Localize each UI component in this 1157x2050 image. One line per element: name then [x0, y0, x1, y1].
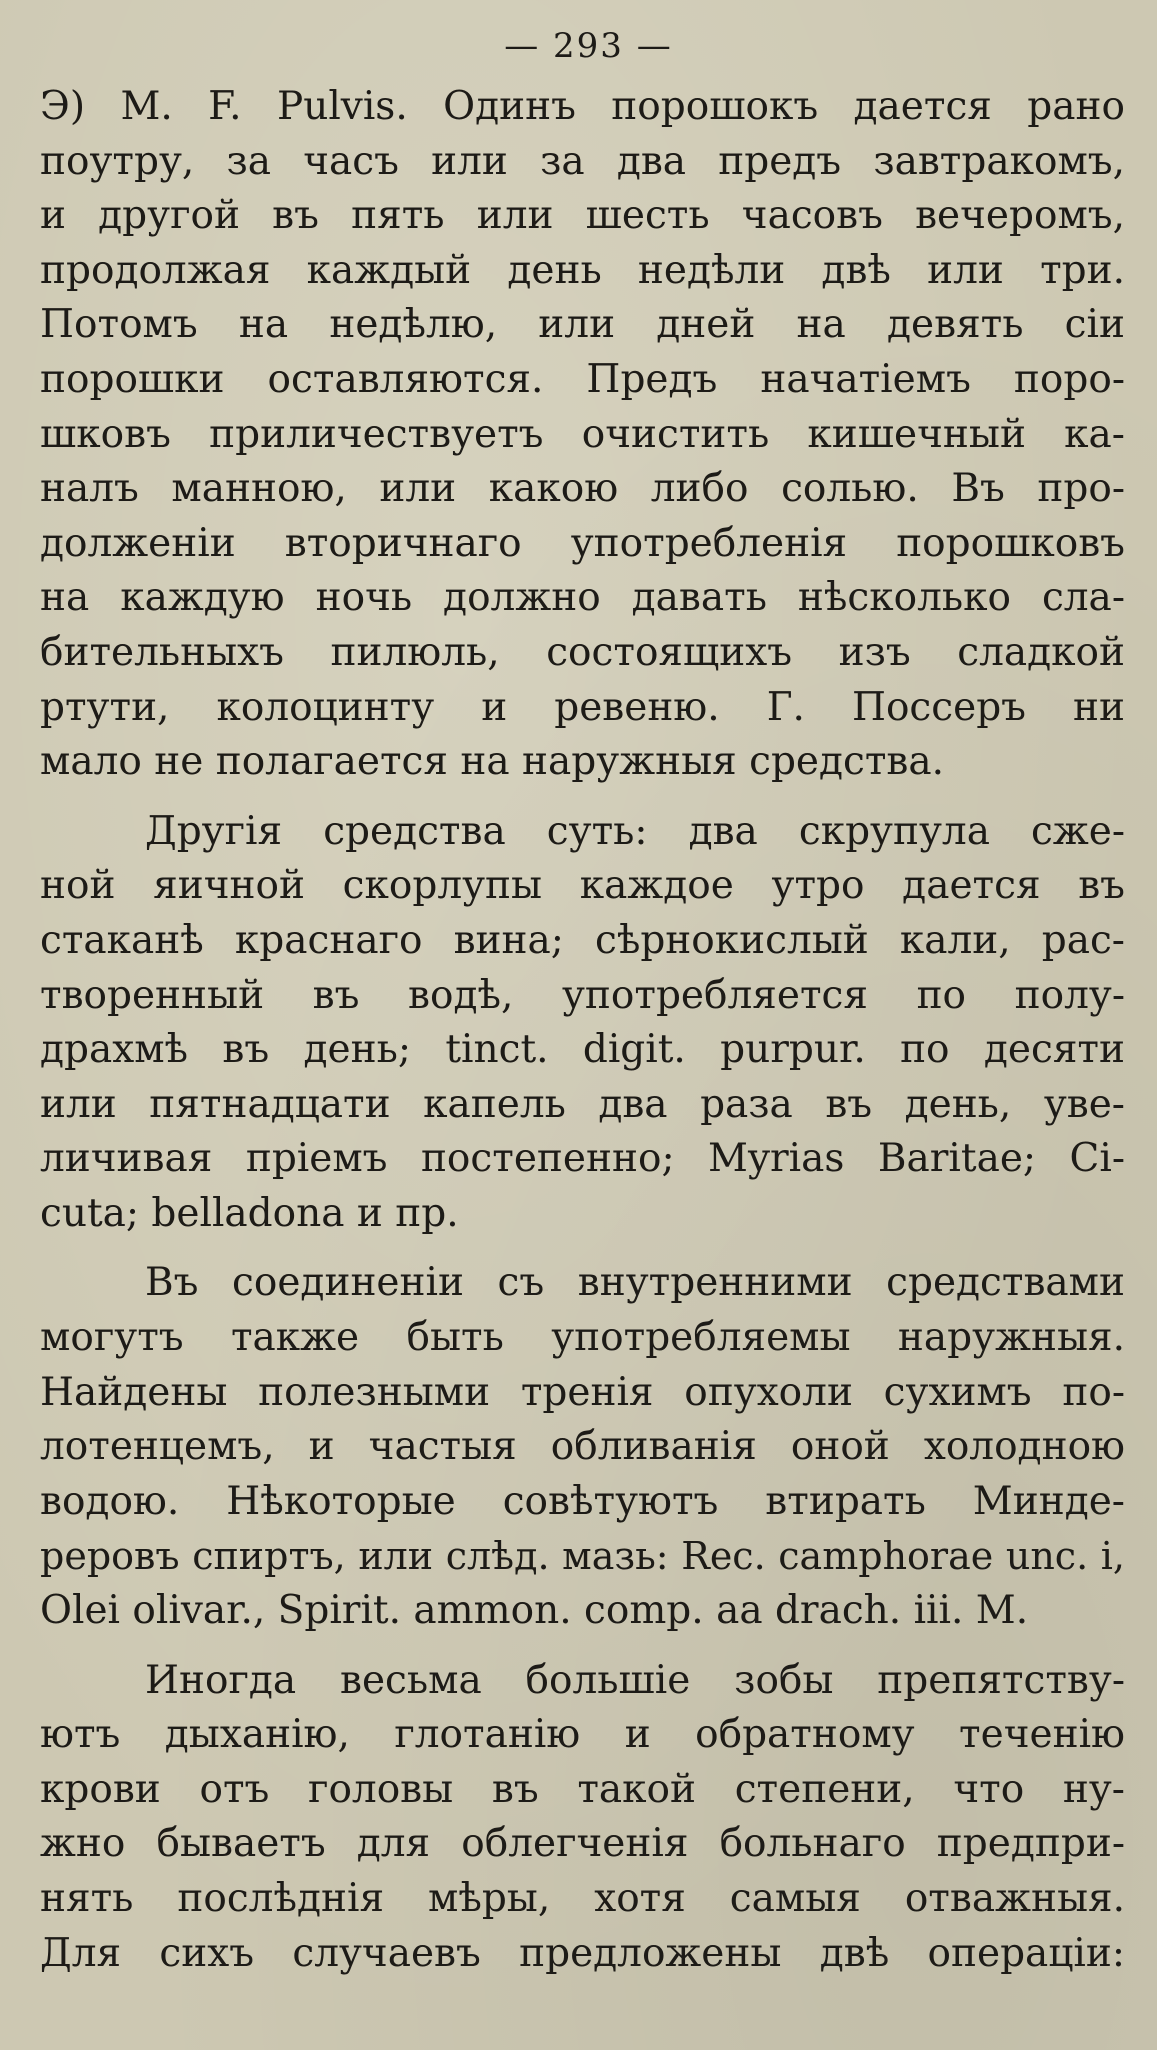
- text-line: или пятнадцати капель два раза въ день, уве-: [40, 1081, 1125, 1127]
- text-line: Иногда весьма большіе зобы препятству-: [145, 1657, 1125, 1703]
- text-line: могутъ также быть употребляемы наружныя.: [40, 1315, 1125, 1361]
- text-line: драхмѣ въ день; tinct. digit. purpur. по десяти: [40, 1027, 1125, 1073]
- text-line: долженіи вторичнаго употребленія порошковъ: [40, 520, 1125, 566]
- text-line: Для сихъ случаевъ предложены двѣ операціи:: [40, 1930, 1125, 1976]
- text-line: личивая пріемъ постепенно; Myrias Baritae; Ci-: [40, 1136, 1125, 1182]
- paragraph-1: [40, 80, 1125, 790]
- text-line: поутру, за часъ или за два предъ завтракомъ,: [40, 138, 1125, 184]
- text-line: жно бываетъ для облегченія больнаго предпри-: [40, 1821, 1125, 1867]
- paragraph-gap: [40, 790, 1125, 805]
- text-line: Потомъ на недѣлю, или дней на девять сіи: [40, 302, 1125, 348]
- text-line: реровъ спиртъ, или слѣд. мазь: Rec. camphorae unc. i,: [40, 1534, 1125, 1579]
- text-line: стаканѣ краснаго вина; сѣрнокислый кали, рас-: [40, 917, 1125, 963]
- text-line: Въ соединеніи съ внутренними средствами: [145, 1260, 1125, 1306]
- text-line: Другія средства суть: два скрупула сже-: [145, 808, 1125, 854]
- text-line: ртути, колоцинту и ревеню. Г. Поссеръ ни: [40, 684, 1125, 730]
- text-line: налъ манною, или какою либо солью. Въ про-: [40, 466, 1125, 512]
- paragraph-3: [40, 1256, 1125, 1638]
- paragraph-2: [40, 805, 1125, 1242]
- text-line: порошки оставляются. Предъ начатіемъ поро-: [40, 356, 1125, 402]
- text-body: [40, 80, 1125, 1981]
- text-line: нять послѣднія мѣры, хотя самыя отважныя.: [40, 1876, 1125, 1921]
- text-line: лотенцемъ, и частыя обливанія оной холодною: [40, 1424, 1125, 1470]
- text-line: на каждую ночь должно давать нѣсколько сла-: [40, 575, 1125, 621]
- page-number: — 293 —: [504, 26, 673, 66]
- text-line: и другой въ пять или шесть часовъ вечеромъ,: [40, 193, 1125, 239]
- text-line: шковъ приличествуетъ очистить кишечный ка-: [40, 411, 1125, 457]
- text-line: творенный въ водѣ, употребляется по полу-: [40, 972, 1125, 1018]
- text-line: крови отъ головы въ такой степени, что ну-: [40, 1766, 1125, 1812]
- paragraph-gap: [40, 1241, 1125, 1256]
- text-line: продолжая каждый день недѣли двѣ или три.: [40, 247, 1125, 293]
- paragraph-gap: [40, 1639, 1125, 1654]
- paragraph-4: [40, 1654, 1125, 1982]
- text-line: мало не полагается на наружныя средства.: [40, 739, 945, 785]
- text-line: бительныхъ пилюль, состоящихъ изъ сладкой: [40, 629, 1125, 675]
- text-line: Э) M. F. Pulvis. Одинъ порошокъ дается рано: [40, 84, 1125, 129]
- text-line: cuta; belladona и пр.: [40, 1190, 459, 1236]
- text-line: ной яичной скорлупы каждое утро дается въ: [40, 863, 1125, 909]
- text-line: ютъ дыханію, глотанію и обратному теченію: [40, 1712, 1125, 1758]
- text-line: водою. Нѣкоторые совѣтуютъ втирать Минде-: [40, 1478, 1125, 1524]
- text-line: Olei olivar., Spirit. ammon. comp. aa drach. iii. M.: [40, 1588, 1029, 1634]
- text-line: Найдены полезными тренія опухоли сухимъ по-: [40, 1369, 1125, 1415]
